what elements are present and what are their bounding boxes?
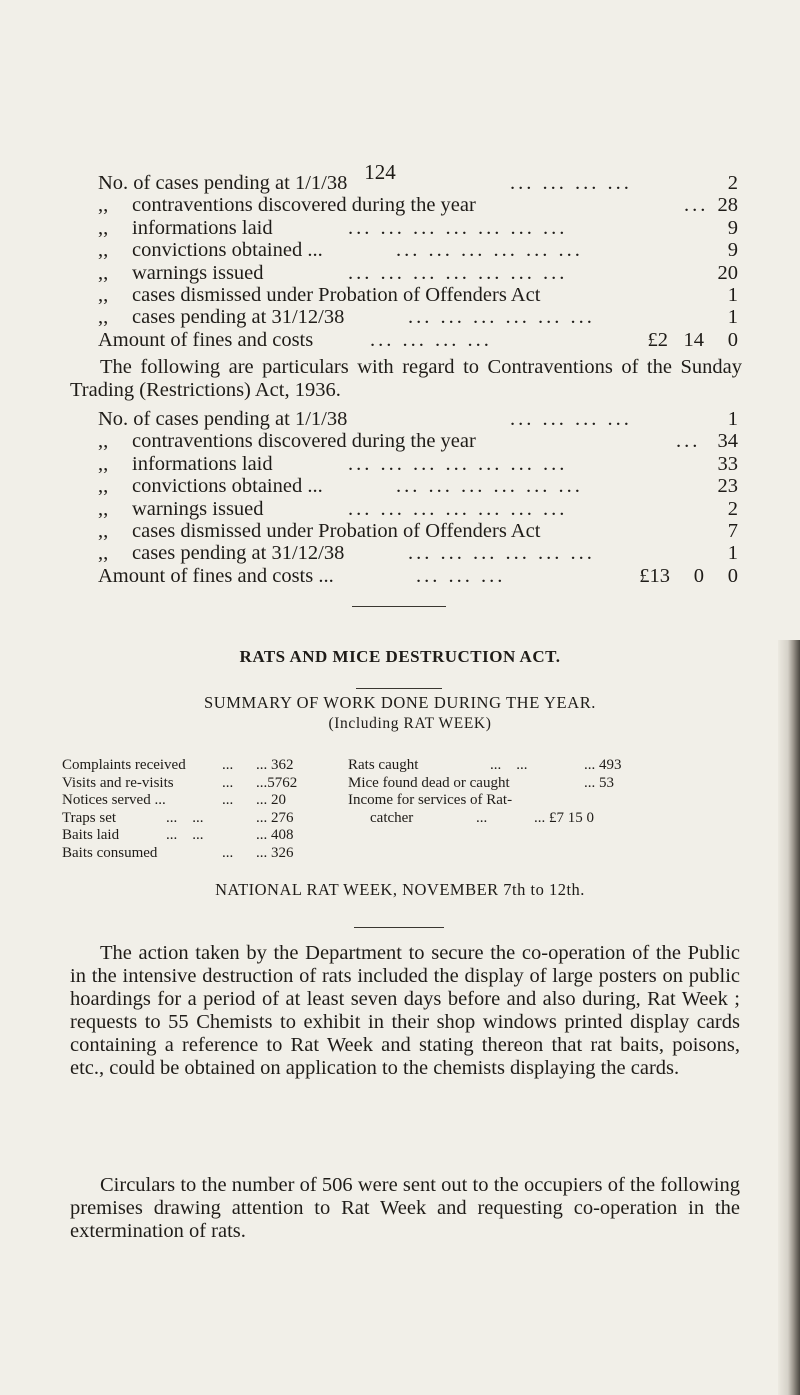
row-label: contraventions discovered during the year	[132, 194, 476, 217]
leader-dots: ...	[222, 757, 234, 773]
leader-dots: ... ... ... ... ... ... ...	[348, 452, 568, 475]
leader-dots: ...	[684, 194, 709, 217]
summary-row	[62, 827, 332, 845]
table-row	[98, 306, 738, 328]
amount-row	[98, 329, 738, 351]
leader-dots: ...	[222, 774, 234, 791]
summary-label: Complaints received	[62, 757, 186, 773]
row-value: 20	[717, 261, 738, 284]
ditto-mark: ,,	[98, 430, 109, 453]
row-value: 1	[727, 283, 738, 306]
row-label: cases pending at 31/12/38	[132, 542, 345, 565]
ditto-mark: ,,	[98, 283, 109, 306]
summary-label: Rats caught	[348, 757, 419, 773]
leader-dots: ... ... ... ...	[510, 172, 632, 194]
amount-shillings: 0	[693, 564, 704, 587]
summary-row	[62, 845, 332, 863]
leader-dots: ...	[476, 809, 488, 826]
row-value: 1	[727, 306, 738, 329]
leader-dots: ...	[222, 792, 234, 809]
ditto-mark: ,,	[98, 452, 109, 475]
contraventions-table	[98, 172, 738, 351]
national-rat-week-heading: NATIONAL RAT WEEK, NOVEMBER 7th to 12th.	[215, 880, 585, 899]
amount-shillings: 14	[683, 328, 704, 351]
row-label: convictions obtained ...	[132, 475, 323, 498]
table-row	[98, 194, 738, 216]
leader-dots: ... ...	[490, 757, 528, 773]
amount-pence: 0	[727, 328, 738, 351]
action-paragraph: The action taken by the Department to secure the co-operation of the Public in the intensive destruction of rats included the display of large posters on public hoardings for a period of at least seven days before and also during, Rat Week ; requests to 55 Chemists to exhibit in their shop windows printed display cards containing a reference to Rat Week and stating thereon that rat baits, poisons, etc., could be obtained on application to the chemists displaying the cards.	[70, 942, 740, 1079]
amount-label: Amount of fines and costs	[98, 328, 314, 351]
ditto-mark: ,,	[98, 306, 109, 329]
scan-edge-shadow	[778, 640, 800, 1395]
row-value: 1	[727, 408, 738, 430]
summary-subtitle: (Including RAT WEEK)	[328, 715, 492, 732]
table-row	[98, 498, 738, 520]
ditto-mark: ,,	[98, 239, 109, 262]
row-value: 2	[727, 172, 738, 194]
row-label: convictions obtained ...	[132, 239, 323, 262]
ditto-mark: ,,	[98, 194, 109, 217]
summary-label: Baits laid	[62, 827, 120, 844]
ditto-mark: ,,	[98, 542, 109, 565]
summary-row	[348, 792, 738, 810]
leader-dots: ... ... ... ...	[370, 328, 492, 351]
divider	[352, 606, 446, 607]
summary-title: SUMMARY OF WORK DONE DURING THE YEAR.	[203, 693, 597, 712]
row-value: 34	[717, 430, 738, 453]
summary-value: ...5762	[256, 774, 298, 791]
summary-label: catcher	[370, 809, 414, 826]
summary-label: Mice found dead or caught	[348, 774, 510, 791]
row-label: informations laid	[132, 216, 273, 239]
leader-dots: ...	[222, 844, 234, 861]
summary-value: ... 493	[584, 757, 622, 773]
row-label: No. of cases pending at 1/1/38	[98, 172, 348, 194]
summary-row	[348, 757, 738, 775]
amount-pence: 0	[727, 564, 738, 587]
summary-row	[348, 775, 738, 793]
summary-left-column	[62, 757, 332, 863]
row-value: 23	[717, 475, 738, 498]
table-row	[98, 172, 738, 194]
row-label: warnings issued	[132, 261, 264, 284]
summary-value: ... 362	[256, 757, 294, 773]
summary-value: ... 20	[256, 792, 286, 809]
row-label: warnings issued	[132, 497, 264, 520]
row-label: contraventions discovered during the year	[132, 430, 476, 453]
leader-dots: ... ...	[166, 827, 204, 844]
sunday-trading-table	[98, 408, 738, 587]
leader-dots: ... ...	[166, 809, 204, 826]
summary-row	[62, 810, 332, 828]
divider	[354, 927, 444, 928]
row-value: 33	[717, 452, 738, 475]
leader-dots: ... ... ... ... ... ...	[408, 542, 595, 565]
summary-label: Income for services of Rat-	[348, 792, 513, 809]
leader-dots: ... ... ... ... ... ... ...	[348, 216, 568, 239]
table-row	[98, 520, 738, 542]
table-row	[98, 239, 738, 261]
leader-dots: ... ... ...	[416, 564, 506, 587]
circulars-paragraph: Circulars to the number of 506 were sent out to the occupiers of the following premises drawing attention to Rat Week and requesting co-operation in the extermination of rats.	[70, 1174, 740, 1242]
row-value: 28	[717, 194, 738, 217]
amount-value	[614, 565, 738, 587]
leader-dots: ... ... ... ... ... ...	[396, 239, 583, 262]
ditto-mark: ,,	[98, 216, 109, 239]
leader-dots: ... ... ... ... ... ... ...	[348, 261, 568, 284]
summary-row	[62, 775, 332, 793]
table-row	[98, 475, 738, 497]
summary-label: Traps set	[62, 809, 117, 826]
intro-paragraph: The following are particulars with regard to Contraventions of the Sunday Trading (Restrictions) Act, 1936.	[70, 356, 742, 401]
summary-row	[348, 810, 738, 828]
row-value: 1	[727, 542, 738, 565]
row-label: informations laid	[132, 452, 273, 475]
amount-pounds: £13	[639, 564, 670, 587]
ditto-mark: ,,	[98, 261, 109, 284]
table-row	[98, 408, 738, 430]
leader-dots: ... ... ... ... ... ... ...	[348, 497, 568, 520]
summary-value: ... 53	[584, 774, 614, 791]
ditto-mark: ,,	[98, 497, 109, 520]
amount-pounds: £2	[647, 328, 668, 351]
row-label: No. of cases pending at 1/1/38	[98, 408, 348, 430]
row-value: 7	[727, 519, 738, 542]
row-value: 2	[727, 497, 738, 520]
summary-row	[62, 757, 332, 775]
amount-label: Amount of fines and costs ...	[98, 564, 334, 587]
row-label: cases dismissed under Probation of Offenders Act	[132, 283, 541, 306]
ditto-mark: ,,	[98, 475, 109, 498]
table-row	[98, 453, 738, 475]
row-label: cases pending at 31/12/38	[132, 306, 345, 329]
row-value: 9	[727, 239, 738, 262]
summary-right-column	[348, 757, 738, 827]
table-row	[98, 284, 738, 306]
summary-value: ... 408	[256, 827, 294, 844]
table-row	[98, 262, 738, 284]
leader-dots: ...	[676, 430, 701, 453]
page-number: 124	[364, 160, 396, 184]
summary-row	[62, 792, 332, 810]
summary-label: Notices served ...	[62, 792, 166, 809]
section-heading: RATS AND MICE DESTRUCTION ACT.	[239, 647, 561, 666]
summary-value: ... 276	[256, 809, 294, 826]
ditto-mark: ,,	[98, 519, 109, 542]
table-row	[98, 217, 738, 239]
divider	[356, 688, 442, 689]
row-label: cases dismissed under Probation of Offenders Act	[132, 519, 541, 542]
row-value: 9	[727, 216, 738, 239]
summary-value: ... 326	[256, 844, 294, 861]
amount-value	[620, 329, 738, 351]
leader-dots: ... ... ... ... ... ...	[408, 306, 595, 329]
summary-label: Visits and re-visits	[62, 774, 174, 791]
summary-label: Baits consumed	[62, 844, 158, 861]
table-row	[98, 430, 738, 452]
summary-value: ... £7 15 0	[534, 809, 594, 826]
amount-row	[98, 565, 738, 587]
leader-dots: ... ... ... ...	[510, 408, 632, 430]
table-row	[98, 542, 738, 564]
leader-dots: ... ... ... ... ... ...	[396, 475, 583, 498]
